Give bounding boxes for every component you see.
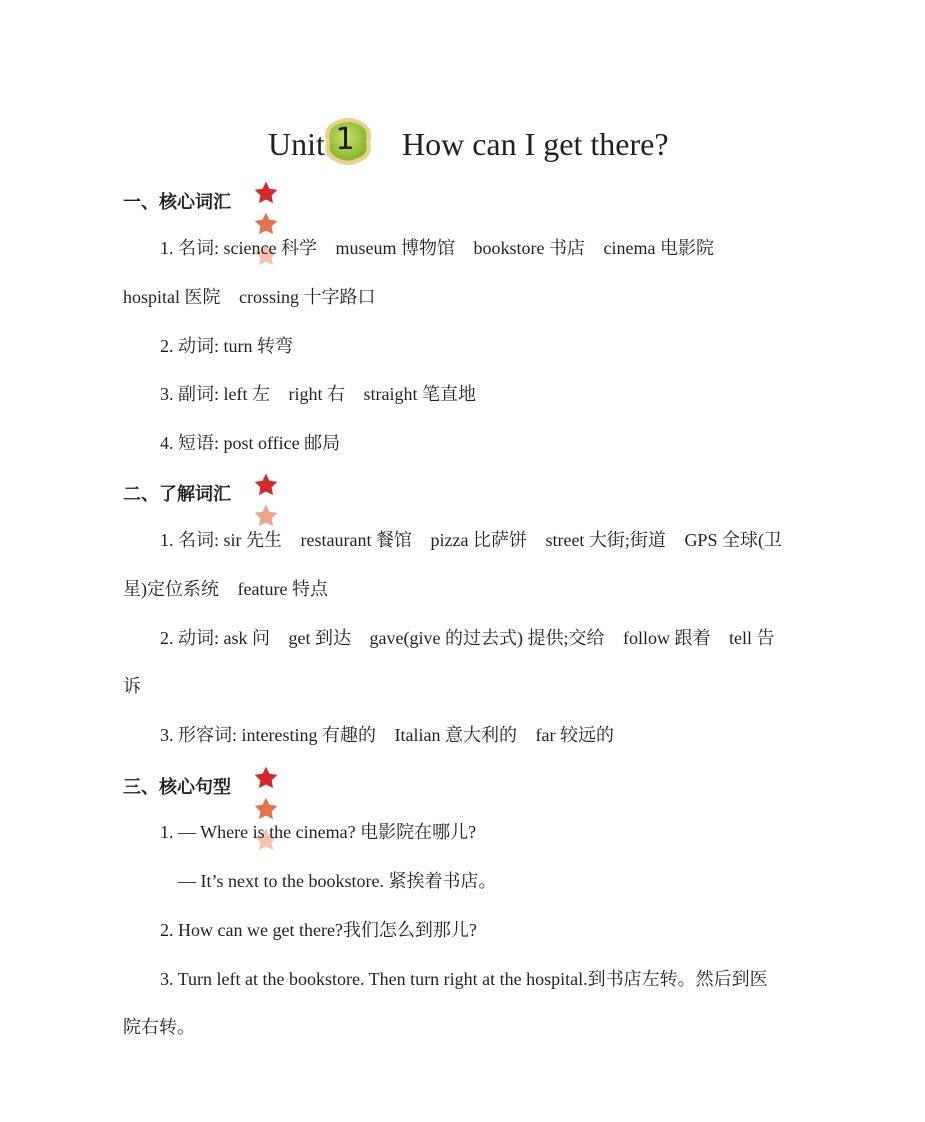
sentence-line — [178, 869, 496, 893]
star-full-icon — [253, 765, 279, 791]
vocab-item: 4. 短语: post office 邮局 — [160, 433, 341, 453]
vocab-item: 诉 — [123, 676, 141, 696]
vocab-item: GPS 全球(卫 — [684, 530, 782, 550]
sentence-line — [160, 967, 768, 991]
sentence: 2. How can we get there?我们怎么到那儿? — [160, 920, 477, 940]
section-heading: 二、了解词汇 — [123, 484, 231, 505]
sentence: — It’s next to the bookstore. 紧挨着书店。 — [178, 871, 497, 891]
star-full-icon — [253, 796, 279, 822]
vocab-item: 2. 动词: ask 问 — [160, 628, 270, 648]
vocab-item: right 右 — [288, 384, 345, 404]
vocab-line — [123, 577, 328, 601]
unit-number: 1 — [335, 122, 355, 157]
vocab-item: 2. 动词: turn 转弯 — [160, 336, 293, 356]
section-heading: 三、核心句型 — [123, 777, 231, 798]
vocab-item: bookstore 书店 — [473, 238, 585, 258]
vocab-item: cinema 电影院 — [603, 238, 714, 258]
vocab-item: 星)定位系统 — [123, 579, 219, 599]
star-half-icon — [253, 503, 279, 529]
star-full-icon — [253, 180, 279, 206]
vocab-item: straight 笔直地 — [363, 384, 476, 404]
difficulty-rating — [253, 472, 275, 500]
star-full-icon — [253, 472, 279, 498]
vocab-item: Italian 意大利的 — [394, 725, 517, 745]
vocab-line — [160, 626, 774, 650]
vocab-line — [160, 528, 782, 552]
vocab-item: museum 博物馆 — [335, 238, 455, 258]
sentence-line — [160, 918, 477, 942]
sentence: 1. — Where is the cinema? 电影院在哪儿? — [160, 822, 477, 842]
vocab-item: street 大街;街道 — [545, 530, 666, 550]
vocab-item: restaurant 餐馆 — [300, 530, 412, 550]
vocab-line — [160, 382, 476, 406]
vocab-item: crossing 十字路口 — [239, 287, 376, 307]
vocab-item: hospital 医院 — [123, 287, 221, 307]
vocab-item: far 较远的 — [535, 725, 614, 745]
vocab-item: 1. 名词: science 科学 — [160, 238, 317, 258]
vocab-line — [160, 334, 293, 358]
vocab-item: tell 告 — [728, 628, 775, 648]
unit-number-badge — [322, 116, 374, 166]
vocab-item: get 到达 — [288, 628, 351, 648]
vocab-line — [160, 236, 714, 260]
vocab-item: follow 跟着 — [622, 628, 711, 648]
vocab-line — [160, 431, 340, 455]
sentence: 院右转。 — [123, 1017, 195, 1037]
sentence: 3. Turn left at the bookstore. Then turn right at the hospital.到书店左转。然后到医 — [160, 969, 768, 989]
vocab-line — [123, 285, 376, 309]
difficulty-rating — [253, 180, 275, 208]
unit-label: Unit — [268, 126, 325, 162]
unit-title — [0, 116, 925, 176]
star-full-icon — [253, 211, 279, 237]
unit-question: How can I get there? — [402, 126, 669, 162]
vocab-item: feature 特点 — [237, 579, 328, 599]
sentence-line — [160, 820, 476, 844]
difficulty-rating — [253, 765, 275, 793]
vocab-item: 3. 副词: left 左 — [160, 384, 270, 404]
sentence-line — [123, 1015, 195, 1039]
vocab-line — [160, 723, 614, 747]
vocab-line — [123, 674, 141, 698]
vocab-item: 3. 形容词: interesting 有趣的 — [160, 725, 376, 745]
section-heading: 一、核心词汇 — [123, 192, 231, 213]
vocab-item: gave(give 的过去式) 提供;交给 — [369, 628, 605, 648]
vocab-item: 1. 名词: sir 先生 — [160, 530, 283, 550]
vocab-item: pizza 比萨饼 — [430, 530, 527, 550]
